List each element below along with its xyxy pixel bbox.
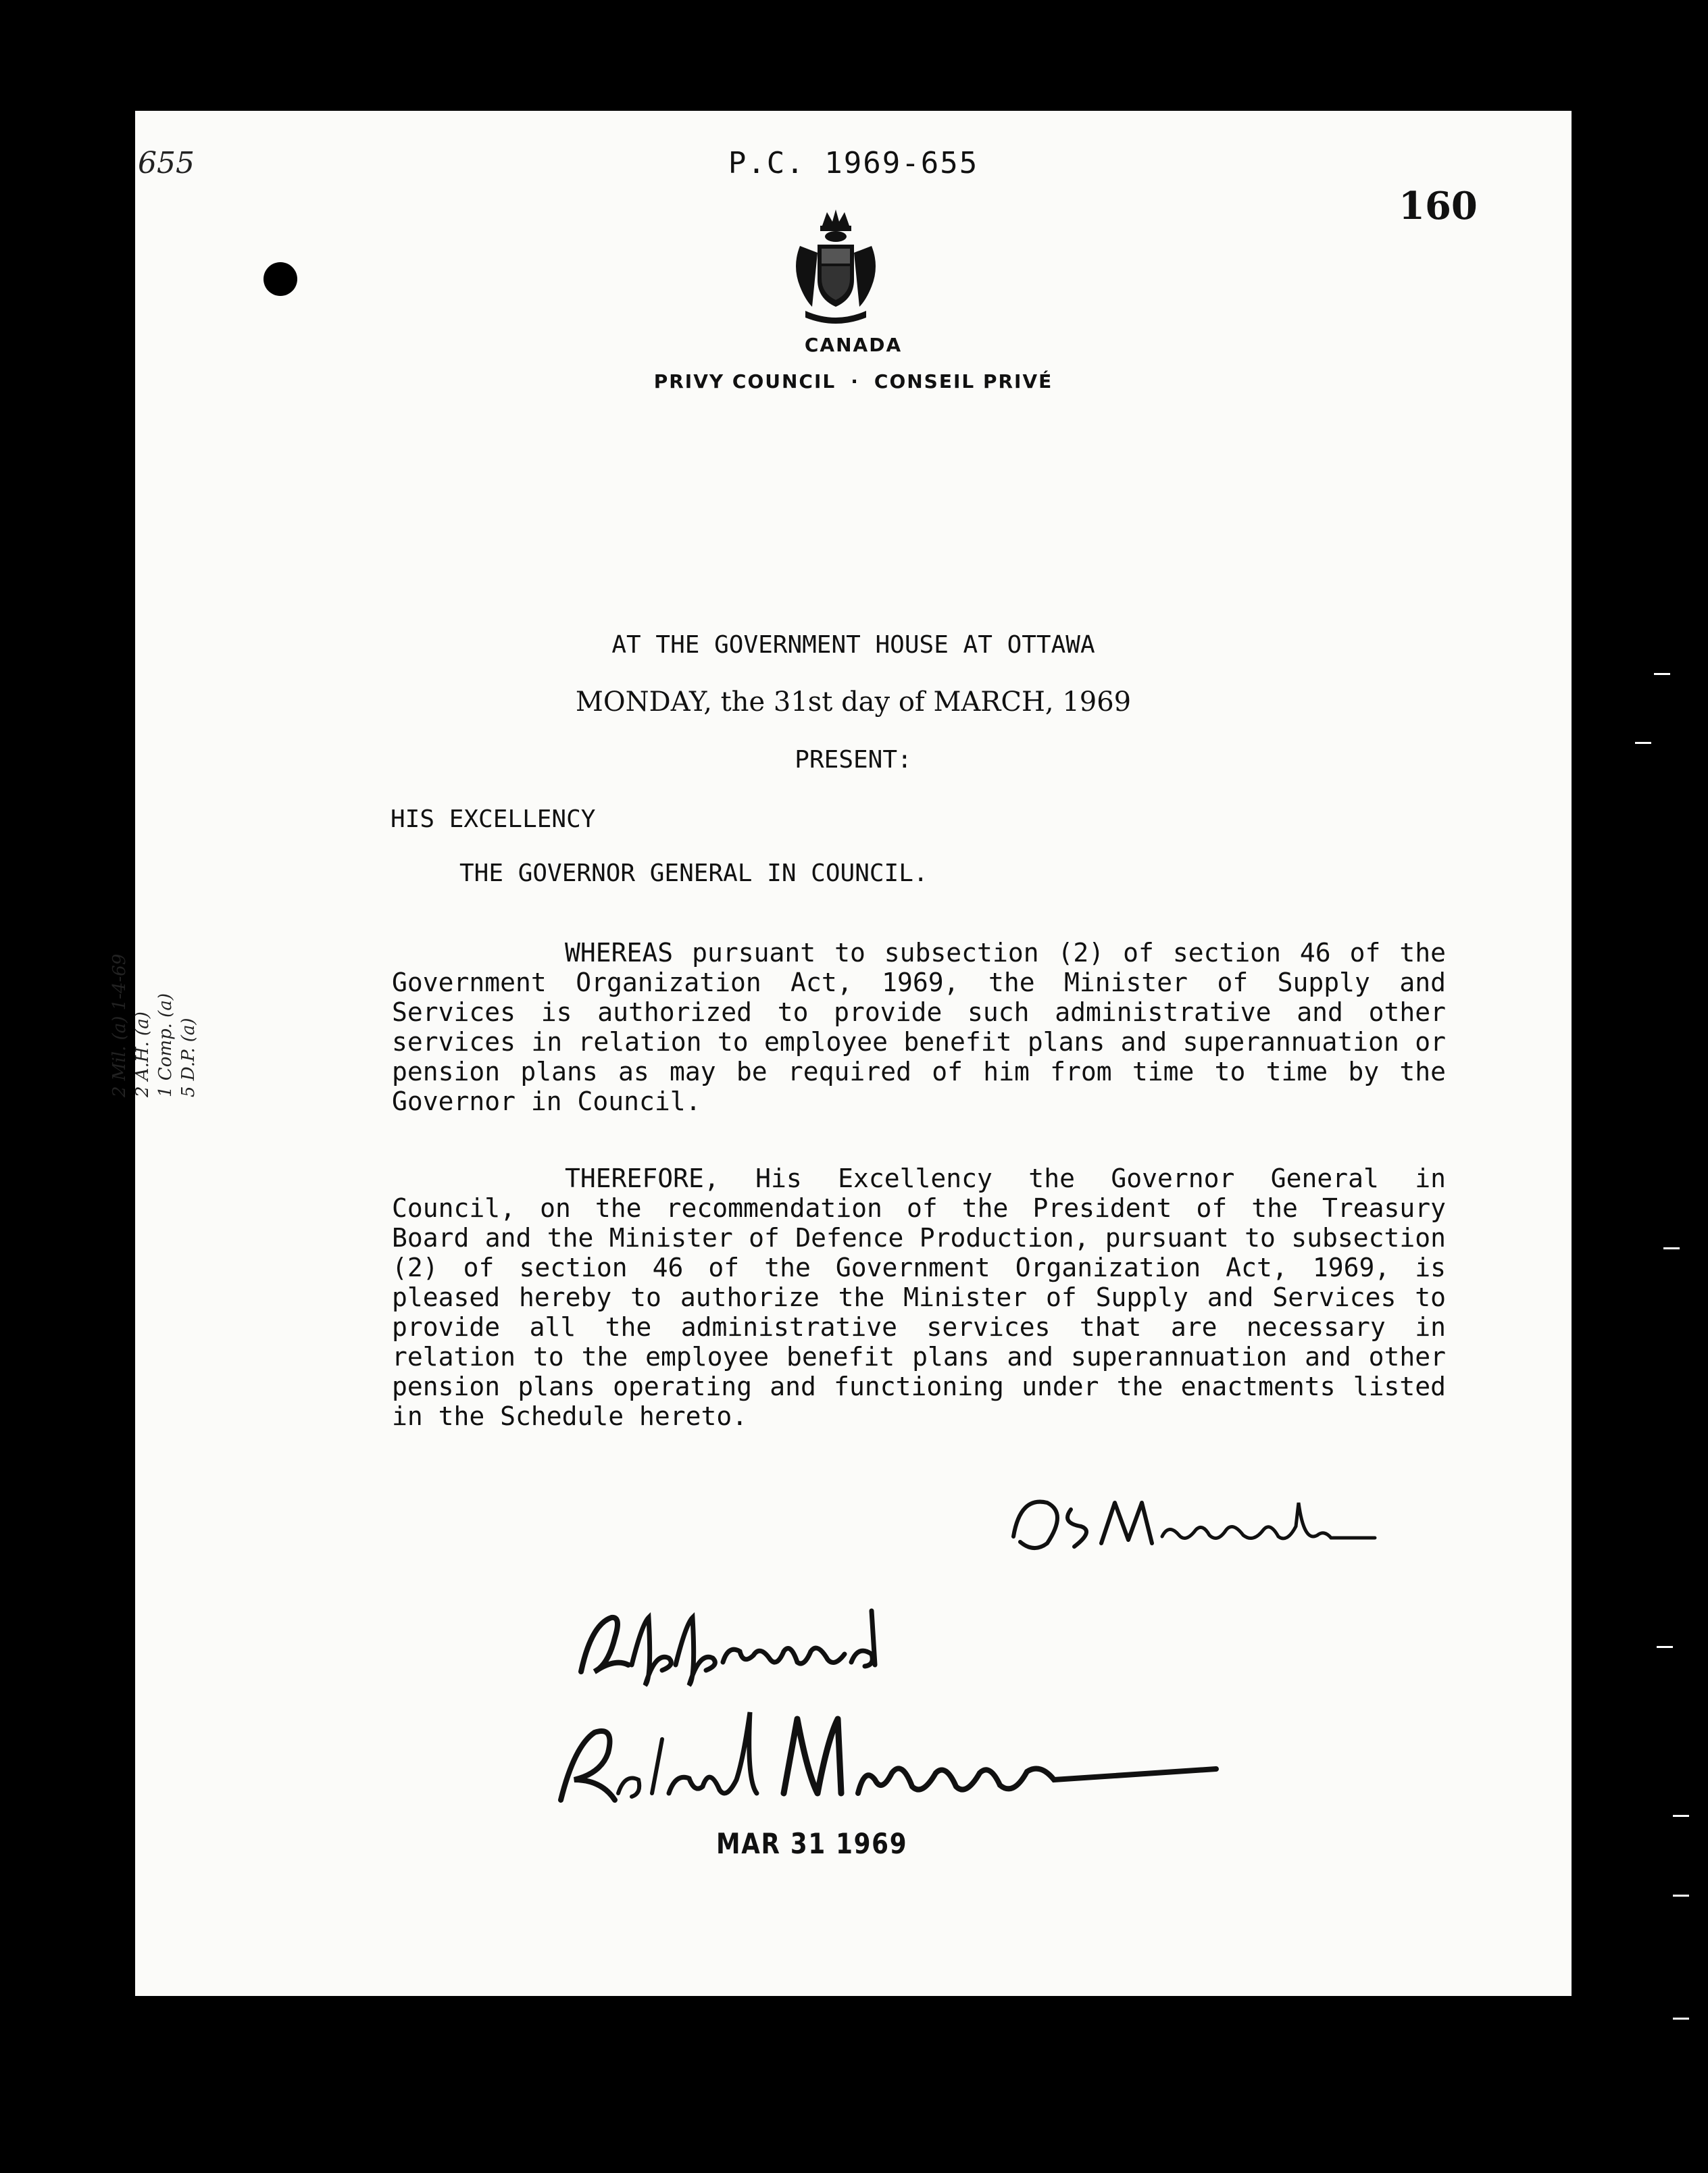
edge-mark bbox=[1673, 1815, 1689, 1817]
edge-mark bbox=[1673, 2018, 1689, 2020]
country-heading: CANADA bbox=[804, 334, 903, 356]
edge-mark bbox=[1654, 673, 1670, 675]
signature-macdonald bbox=[1007, 1476, 1385, 1564]
page-stamp: 160 bbox=[1399, 184, 1478, 228]
punch-hole-icon bbox=[263, 262, 297, 296]
council-en: PRIVY COUNCIL bbox=[653, 370, 836, 393]
edge-mark bbox=[1657, 1646, 1673, 1648]
date-line: MONDAY, the 31st day of MARCH, 1969 bbox=[575, 686, 1132, 718]
margin-note-line: 1 Comp. (a) bbox=[155, 993, 176, 1097]
approved-handwriting bbox=[568, 1597, 892, 1692]
council-fr: CONSEIL PRIVÉ bbox=[874, 370, 1053, 393]
corner-note: 655 bbox=[138, 146, 195, 180]
document-page bbox=[109, 111, 1572, 1996]
therefore-paragraph: THEREFORE, His Excellency the Governor General in Council, on the recommendation of the President of the Treasury Board and the Minister of Defence Production, pursuant to subsection (2) of section 46 of the Government Organization Act, 1969, is pleased hereby to authorize the Minister of Supply and Services to provide all the administrative services that are necessary in relation to the employee benefit plans and superannuation and other pension plans operating and functioning under the enactments listed in the Schedule hereto. bbox=[392, 1164, 1446, 1431]
margin-note-line: 2 A.H. (a) bbox=[132, 1011, 153, 1097]
place-line: AT THE GOVERNMENT HOUSE AT OTTAWA bbox=[611, 631, 1095, 659]
margin-note-line: 5 D.P. (a) bbox=[178, 1018, 199, 1097]
signature-michener bbox=[541, 1699, 1230, 1814]
governor-line: THE GOVERNOR GENERAL IN COUNCIL. bbox=[459, 859, 928, 887]
edge-mark bbox=[1673, 1895, 1689, 1897]
edge-mark bbox=[1663, 1247, 1680, 1249]
excellency-line: HIS EXCELLENCY bbox=[391, 805, 596, 833]
margin-note-line: 2 Mil. (a) 1-4-69 bbox=[109, 953, 130, 1097]
whereas-paragraph: WHEREAS pursuant to subsection (2) of section 46 of the Government Organization Act, 1969, the Minister of Supply and Services is authorized to provide such administrative and other services in relation to employee benefit plans and superannuation or pension plans as may be required of him from time to time by the Governor in Council. bbox=[392, 938, 1446, 1116]
date-stamp: MAR 31 1969 bbox=[716, 1827, 908, 1860]
privy-council-heading bbox=[135, 370, 1572, 393]
present-line: PRESENT: bbox=[795, 746, 912, 774]
margin-distribution-note bbox=[108, 793, 200, 1097]
order-number: P.C. 1969-655 bbox=[728, 146, 979, 180]
council-separator: · bbox=[851, 370, 859, 393]
canada-coat-of-arms-icon bbox=[785, 205, 886, 327]
edge-mark bbox=[1635, 742, 1651, 744]
